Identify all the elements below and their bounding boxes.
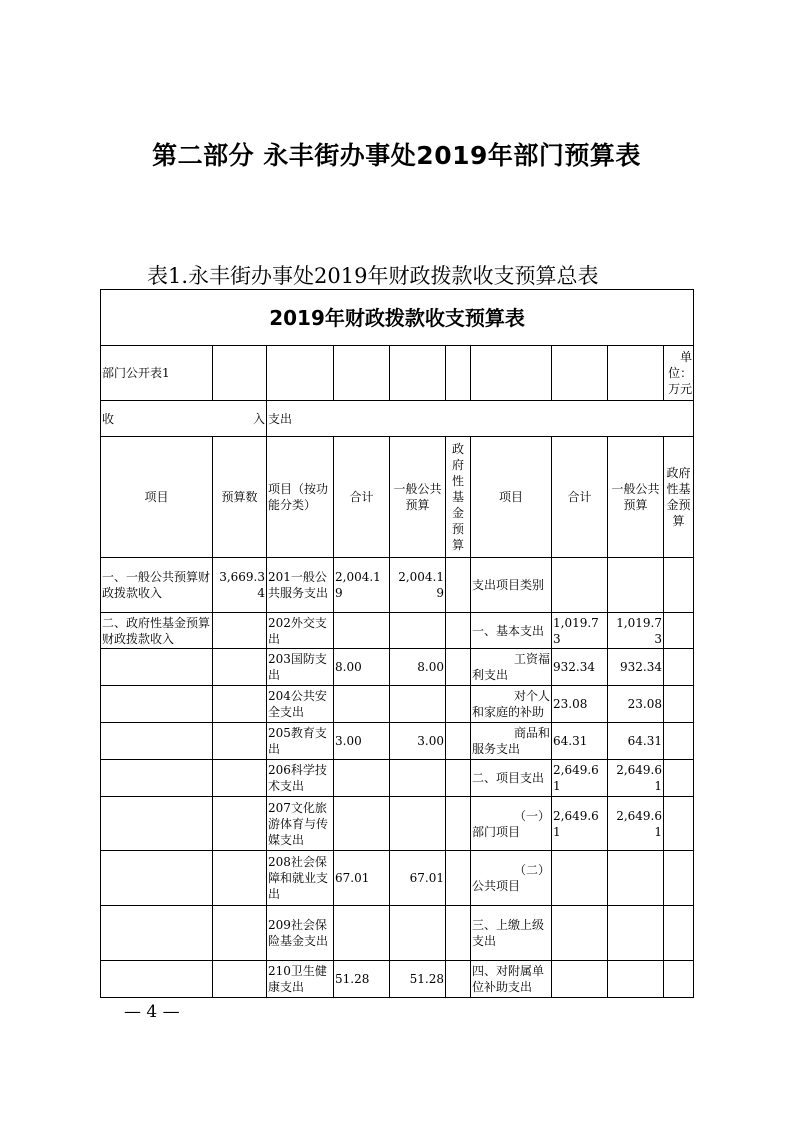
- econ-item-label: 部门项目: [472, 824, 521, 839]
- income-amount-cell: [213, 649, 267, 686]
- total-cell: [334, 760, 390, 797]
- gov-fund-cell: [446, 851, 471, 906]
- total-cell: [334, 797, 390, 851]
- general-budget-cell: 3.00: [390, 723, 446, 760]
- gov-fund-cell: [446, 797, 471, 851]
- table-row: [101, 760, 694, 797]
- header-general-public-2: 一般公共预算: [608, 437, 664, 558]
- econ-item-cell: [471, 686, 552, 723]
- func-item-cell: 203国防支出: [267, 649, 334, 686]
- table-row: [101, 906, 694, 961]
- econ-total-cell: 2,649.61: [552, 760, 608, 797]
- header-gov-fund-2: 政府性基金预算: [664, 437, 694, 558]
- header-econ-item: 项目: [471, 437, 552, 558]
- total-cell: 51.28: [334, 961, 390, 998]
- general-budget-cell: [390, 797, 446, 851]
- header-total: 合计: [334, 437, 390, 558]
- func-item-cell: 207文化旅游体育与传媒支出: [267, 797, 334, 851]
- income-amount-cell: [213, 797, 267, 851]
- general-budget-cell: 2,004.19: [390, 558, 446, 613]
- econ-item-sub-label: 工资福: [513, 652, 550, 666]
- table-title: 2019年财政拨款收支预算表: [101, 290, 694, 346]
- table-row: [101, 851, 694, 906]
- econ-total-cell: [552, 906, 608, 961]
- income-item-cell: [101, 723, 213, 760]
- econ-fund-cell: [664, 723, 694, 760]
- econ-total-cell: [552, 961, 608, 998]
- income-amount-cell: [213, 961, 267, 998]
- general-budget-cell: [390, 906, 446, 961]
- econ-fund-cell: [664, 961, 694, 998]
- econ-total-cell: 2,649.61: [552, 797, 608, 851]
- income-item-cell: 一、一般公共预算财政拨款收入: [101, 558, 213, 613]
- header-total-2: 合计: [552, 437, 608, 558]
- econ-general-cell: 1,019.73: [608, 613, 664, 649]
- table-body: [101, 558, 694, 998]
- econ-total-cell: 23.08: [552, 686, 608, 723]
- table-row: [101, 961, 694, 998]
- income-item-cell: [101, 961, 213, 998]
- econ-fund-cell: [664, 906, 694, 961]
- econ-general-cell: 2,649.61: [608, 760, 664, 797]
- econ-item-label: 二、项目支出: [472, 771, 545, 785]
- expense-label: 支出: [267, 401, 694, 437]
- header-gov-fund: 政府性基金预算: [446, 437, 471, 558]
- econ-item-cell: [471, 797, 552, 851]
- econ-item-label: 和家庭的补助: [472, 705, 545, 719]
- func-item-cell: 204公共安全支出: [267, 686, 334, 723]
- econ-item-label: 利支出: [472, 668, 509, 682]
- econ-item-label: 公共项目: [472, 879, 521, 893]
- func-item-cell: 205教育支出: [267, 723, 334, 760]
- econ-total-cell: [552, 851, 608, 906]
- income-item-cell: [101, 686, 213, 723]
- income-amount-cell: [213, 906, 267, 961]
- total-cell: [334, 686, 390, 723]
- general-budget-cell: [390, 760, 446, 797]
- budget-table: [100, 289, 694, 998]
- econ-total-cell: 1,019.73: [552, 613, 608, 649]
- econ-item-label: 四、对附属单位补助支出: [472, 964, 545, 994]
- income-item-cell: [101, 906, 213, 961]
- general-budget-cell: 8.00: [390, 649, 446, 686]
- document-title: 第二部分 永丰街办事处2019年部门预算表: [152, 141, 641, 170]
- econ-fund-cell: [664, 760, 694, 797]
- total-cell: 67.01: [334, 851, 390, 906]
- econ-item-cell: [471, 961, 552, 998]
- general-budget-cell: 51.28: [390, 961, 446, 998]
- econ-general-cell: 2,649.61: [608, 797, 664, 851]
- econ-fund-cell: [664, 558, 694, 613]
- econ-item-label: 服务支出: [472, 742, 521, 756]
- general-budget-cell: 67.01: [390, 851, 446, 906]
- table-row: [101, 649, 694, 686]
- econ-total-cell: [552, 558, 608, 613]
- dept-code: 部门公开表1: [101, 346, 213, 401]
- econ-item-cell: [471, 851, 552, 906]
- header-general-public: 一般公共预算: [390, 437, 446, 558]
- econ-item-sub-label: 对个人: [513, 689, 550, 703]
- income-item-cell: [101, 797, 213, 851]
- total-cell: 2,004.19: [334, 558, 390, 613]
- header-item: 项目: [101, 437, 213, 558]
- table-row: [101, 558, 694, 613]
- income-amount-cell: [213, 760, 267, 797]
- income-label: 收 入: [101, 401, 267, 437]
- func-item-cell: 201一般公共服务支出: [267, 558, 334, 613]
- econ-total-cell: 64.31: [552, 723, 608, 760]
- econ-fund-cell: [664, 649, 694, 686]
- econ-fund-cell: [664, 686, 694, 723]
- total-cell: [334, 906, 390, 961]
- econ-fund-cell: [664, 613, 694, 649]
- func-item-cell: 206科学技术支出: [267, 760, 334, 797]
- gov-fund-cell: [446, 723, 471, 760]
- econ-item-cell: [471, 723, 552, 760]
- income-item-cell: [101, 851, 213, 906]
- func-item-cell: 202外交支出: [267, 613, 334, 649]
- econ-total-cell: 932.34: [552, 649, 608, 686]
- econ-item-sub-label: 商品和: [513, 726, 550, 740]
- gov-fund-cell: [446, 686, 471, 723]
- econ-item-label: 支出项目类别: [472, 578, 545, 592]
- gov-fund-cell: [446, 961, 471, 998]
- econ-general-cell: [608, 961, 664, 998]
- table-row: [101, 723, 694, 760]
- econ-item-cell: [471, 760, 552, 797]
- income-amount-cell: [213, 613, 267, 649]
- table-row: [101, 797, 694, 851]
- general-budget-cell: [390, 686, 446, 723]
- econ-general-cell: [608, 558, 664, 613]
- income-amount-cell: [213, 723, 267, 760]
- total-cell: 3.00: [334, 723, 390, 760]
- income-amount-cell: [213, 851, 267, 906]
- income-item-cell: [101, 649, 213, 686]
- func-item-cell: 210卫生健康支出: [267, 961, 334, 998]
- table-row: [101, 613, 694, 649]
- gov-fund-cell: [446, 558, 471, 613]
- econ-item-sub-label: （一）: [513, 808, 550, 823]
- page-number: — 4 —: [124, 1002, 180, 1022]
- header-func-item: 项目（按功能分类）: [267, 437, 334, 558]
- econ-item-cell: [471, 649, 552, 686]
- econ-item-cell: [471, 558, 552, 613]
- gov-fund-cell: [446, 613, 471, 649]
- econ-item-cell: [471, 613, 552, 649]
- func-item-cell: 209社会保险基金支出: [267, 906, 334, 961]
- general-budget-cell: [390, 613, 446, 649]
- total-cell: [334, 613, 390, 649]
- econ-item-cell: [471, 906, 552, 961]
- econ-general-cell: 932.34: [608, 649, 664, 686]
- income-amount-cell: [213, 686, 267, 723]
- econ-fund-cell: [664, 851, 694, 906]
- econ-item-label: 三、上缴上级支出: [472, 918, 545, 948]
- unit-label: 单位：万元: [664, 346, 694, 401]
- gov-fund-cell: [446, 760, 471, 797]
- income-item-cell: 二、政府性基金预算财政拨款收入: [101, 613, 213, 649]
- gov-fund-cell: [446, 649, 471, 686]
- econ-general-cell: [608, 906, 664, 961]
- total-cell: 8.00: [334, 649, 390, 686]
- econ-general-cell: [608, 851, 664, 906]
- econ-general-cell: 64.31: [608, 723, 664, 760]
- func-item-cell: 208社会保障和就业支出: [267, 851, 334, 906]
- gov-fund-cell: [446, 906, 471, 961]
- table-caption: 表1.永丰街办事处2019年财政拨款收支预算总表: [147, 264, 599, 288]
- econ-general-cell: 23.08: [608, 686, 664, 723]
- table-row: [101, 686, 694, 723]
- income-item-cell: [101, 760, 213, 797]
- income-amount-cell: 3,669.34: [213, 558, 267, 613]
- econ-item-sub-label: （二）: [513, 863, 550, 877]
- econ-fund-cell: [664, 797, 694, 851]
- econ-item-label: 一、基本支出: [472, 623, 545, 638]
- header-budget-amount: 预算数: [213, 437, 267, 558]
